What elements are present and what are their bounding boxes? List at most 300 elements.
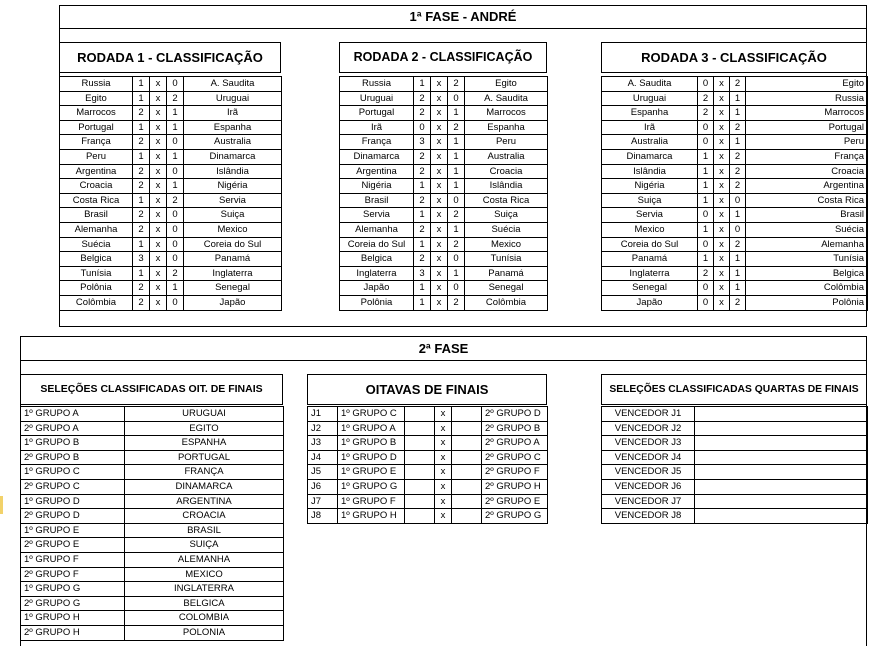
home-team-cell: Inglaterra bbox=[340, 266, 414, 281]
home-score-cell: 2 bbox=[133, 281, 150, 296]
match-row bbox=[602, 281, 868, 296]
home-score-cell: 1 bbox=[133, 77, 150, 92]
away-team-cell: Panamá bbox=[465, 266, 548, 281]
match-row bbox=[602, 77, 868, 92]
winner-label-cell: VENCEDOR J5 bbox=[602, 465, 695, 480]
home-score-cell: 1 bbox=[414, 281, 431, 296]
home-team-cell: Australia bbox=[602, 135, 698, 150]
group-position-cell: 1º GRUPO F bbox=[21, 552, 125, 567]
home-score-cell: 0 bbox=[698, 237, 714, 252]
versus-cell: x bbox=[714, 135, 730, 150]
home-team-cell: Argentina bbox=[60, 164, 133, 179]
match-row bbox=[602, 193, 868, 208]
versus-cell: x bbox=[714, 91, 730, 106]
match-row bbox=[60, 281, 282, 296]
match-row bbox=[60, 252, 282, 267]
home-slot-cell: 1º GRUPO A bbox=[338, 421, 405, 436]
away-score-cell: 0 bbox=[167, 164, 184, 179]
away-score-cell: 0 bbox=[448, 252, 465, 267]
group-position-cell: 2º GRUPO G bbox=[21, 596, 125, 611]
fase1-title: 1ª FASE - ANDRÉ bbox=[59, 5, 867, 29]
away-team-cell: Islândia bbox=[184, 164, 282, 179]
oitavas-row bbox=[308, 450, 548, 465]
home-score-cell: 2 bbox=[698, 91, 714, 106]
away-team-cell: Japão bbox=[184, 295, 282, 310]
rodada1-title: RODADA 1 - CLASSIFICAÇÃO bbox=[77, 50, 263, 65]
versus-cell: x bbox=[431, 208, 448, 223]
away-team-cell: Marrocos bbox=[746, 106, 868, 121]
rodada2-table bbox=[339, 76, 548, 311]
away-team-cell: Portugal bbox=[746, 120, 868, 135]
match-row bbox=[60, 266, 282, 281]
versus-cell: x bbox=[150, 295, 167, 310]
away-score-cell bbox=[452, 436, 482, 451]
match-row bbox=[340, 164, 548, 179]
away-team-cell: Russia bbox=[746, 91, 868, 106]
home-score-cell: 1 bbox=[414, 179, 431, 194]
versus-cell: x bbox=[714, 266, 730, 281]
away-score-cell: 1 bbox=[167, 281, 184, 296]
match-row bbox=[602, 252, 868, 267]
versus-cell: x bbox=[150, 193, 167, 208]
quartas-row bbox=[602, 465, 868, 480]
versus-cell: x bbox=[431, 120, 448, 135]
match-row bbox=[602, 149, 868, 164]
home-team-cell: Servia bbox=[602, 208, 698, 223]
home-team-cell: França bbox=[60, 135, 133, 150]
away-slot-cell: 2º GRUPO E bbox=[482, 494, 548, 509]
versus-cell: x bbox=[431, 179, 448, 194]
home-score-cell: 1 bbox=[698, 193, 714, 208]
team-cell: COLOMBIA bbox=[125, 611, 284, 626]
home-score-cell: 1 bbox=[414, 237, 431, 252]
home-score-cell: 0 bbox=[698, 135, 714, 150]
classified-row bbox=[21, 582, 284, 597]
away-team-cell: Nigéria bbox=[184, 179, 282, 194]
home-score-cell: 1 bbox=[133, 91, 150, 106]
away-score-cell: 1 bbox=[730, 135, 746, 150]
home-score-cell bbox=[405, 494, 435, 509]
away-score-cell bbox=[452, 509, 482, 524]
game-id-cell: J1 bbox=[308, 407, 338, 422]
quartas-table bbox=[601, 406, 868, 524]
home-score-cell: 0 bbox=[698, 208, 714, 223]
classified-row bbox=[21, 567, 284, 582]
home-score-cell bbox=[405, 479, 435, 494]
away-team-cell: Senegal bbox=[465, 281, 548, 296]
match-row bbox=[60, 193, 282, 208]
match-row bbox=[340, 281, 548, 296]
away-score-cell: 2 bbox=[167, 91, 184, 106]
away-score-cell: 1 bbox=[167, 106, 184, 121]
away-score-cell: 2 bbox=[448, 120, 465, 135]
versus-cell: x bbox=[714, 149, 730, 164]
versus-cell: x bbox=[435, 436, 452, 451]
home-team-cell: Russia bbox=[340, 77, 414, 92]
home-team-cell: Coreia do Sul bbox=[340, 237, 414, 252]
home-team-cell: A. Saudita bbox=[602, 77, 698, 92]
winner-team-cell bbox=[695, 436, 868, 451]
away-team-cell: Islândia bbox=[465, 179, 548, 194]
versus-cell: x bbox=[150, 237, 167, 252]
versus-cell: x bbox=[714, 295, 730, 310]
away-team-cell: Coreia do Sul bbox=[184, 237, 282, 252]
team-cell: INGLATERRA bbox=[125, 582, 284, 597]
group-position-cell: 2º GRUPO C bbox=[21, 479, 125, 494]
home-slot-cell: 1º GRUPO B bbox=[338, 436, 405, 451]
home-team-cell: Nigéria bbox=[602, 179, 698, 194]
away-team-cell: Egito bbox=[465, 77, 548, 92]
away-team-cell: Panamá bbox=[184, 252, 282, 267]
game-id-cell: J5 bbox=[308, 465, 338, 480]
match-row bbox=[340, 91, 548, 106]
home-team-cell: Coreia do Sul bbox=[602, 237, 698, 252]
versus-cell: x bbox=[714, 193, 730, 208]
versus-cell: x bbox=[714, 77, 730, 92]
away-score-cell: 2 bbox=[730, 237, 746, 252]
classified-row bbox=[21, 465, 284, 480]
versus-cell: x bbox=[150, 179, 167, 194]
versus-cell: x bbox=[435, 479, 452, 494]
away-score-cell bbox=[452, 421, 482, 436]
home-team-cell: Dinamarca bbox=[602, 149, 698, 164]
match-row bbox=[60, 179, 282, 194]
versus-cell: x bbox=[714, 281, 730, 296]
team-cell: EGITO bbox=[125, 421, 284, 436]
away-team-cell: Alemanha bbox=[746, 237, 868, 252]
away-team-cell: Colômbia bbox=[465, 295, 548, 310]
versus-cell: x bbox=[435, 494, 452, 509]
home-team-cell: Belgica bbox=[60, 252, 133, 267]
oitavas-title: OITAVAS DE FINAIS bbox=[365, 382, 489, 397]
home-team-cell: Alemanha bbox=[60, 222, 133, 237]
home-score-cell: 2 bbox=[698, 266, 714, 281]
home-team-cell: Suécia bbox=[60, 237, 133, 252]
home-slot-cell: 1º GRUPO E bbox=[338, 465, 405, 480]
oitavas-row bbox=[308, 465, 548, 480]
match-row bbox=[340, 208, 548, 223]
away-score-cell: 2 bbox=[730, 295, 746, 310]
home-score-cell: 2 bbox=[414, 149, 431, 164]
versus-cell: x bbox=[431, 237, 448, 252]
away-team-cell: Costa Rica bbox=[746, 193, 868, 208]
match-row bbox=[602, 135, 868, 150]
versus-cell: x bbox=[431, 91, 448, 106]
home-team-cell: Croacia bbox=[60, 179, 133, 194]
group-position-cell: 2º GRUPO A bbox=[21, 421, 125, 436]
away-team-cell: Servia bbox=[184, 193, 282, 208]
home-score-cell: 1 bbox=[414, 77, 431, 92]
match-row bbox=[602, 91, 868, 106]
versus-cell: x bbox=[431, 266, 448, 281]
match-row bbox=[602, 164, 868, 179]
versus-cell: x bbox=[435, 407, 452, 422]
home-team-cell: Costa Rica bbox=[60, 193, 133, 208]
home-score-cell: 0 bbox=[698, 295, 714, 310]
group-position-cell: 1º GRUPO D bbox=[21, 494, 125, 509]
home-score-cell: 2 bbox=[414, 106, 431, 121]
away-team-cell: Australia bbox=[465, 149, 548, 164]
away-score-cell: 0 bbox=[730, 222, 746, 237]
match-row bbox=[602, 106, 868, 121]
away-score-cell: 0 bbox=[730, 193, 746, 208]
away-score-cell: 0 bbox=[167, 77, 184, 92]
away-score-cell: 1 bbox=[448, 266, 465, 281]
home-score-cell: 2 bbox=[133, 179, 150, 194]
away-team-cell: Inglaterra bbox=[184, 266, 282, 281]
away-score-cell: 1 bbox=[448, 149, 465, 164]
away-team-cell: Espanha bbox=[184, 120, 282, 135]
home-score-cell: 2 bbox=[133, 222, 150, 237]
match-row bbox=[340, 179, 548, 194]
rodada3-title: RODADA 3 - CLASSIFICAÇÃO bbox=[641, 50, 827, 65]
home-slot-cell: 1º GRUPO G bbox=[338, 479, 405, 494]
versus-cell: x bbox=[150, 252, 167, 267]
away-score-cell bbox=[452, 465, 482, 480]
home-score-cell: 0 bbox=[414, 120, 431, 135]
match-row bbox=[340, 222, 548, 237]
team-cell: POLONIA bbox=[125, 625, 284, 640]
versus-cell: x bbox=[714, 164, 730, 179]
away-team-cell: Argentina bbox=[746, 179, 868, 194]
home-team-cell: Espanha bbox=[602, 106, 698, 121]
away-score-cell: 2 bbox=[730, 120, 746, 135]
classified-row bbox=[21, 538, 284, 553]
match-row bbox=[60, 164, 282, 179]
match-row bbox=[340, 77, 548, 92]
away-slot-cell: 2º GRUPO H bbox=[482, 479, 548, 494]
team-cell: MEXICO bbox=[125, 567, 284, 582]
away-score-cell: 1 bbox=[448, 135, 465, 150]
classified-row bbox=[21, 450, 284, 465]
winner-team-cell bbox=[695, 421, 868, 436]
versus-cell: x bbox=[431, 193, 448, 208]
quartas-row bbox=[602, 436, 868, 451]
group-position-cell: 2º GRUPO B bbox=[21, 450, 125, 465]
away-score-cell: 0 bbox=[448, 193, 465, 208]
away-team-cell: Uruguai bbox=[184, 91, 282, 106]
versus-cell: x bbox=[150, 222, 167, 237]
away-score-cell bbox=[452, 407, 482, 422]
away-score-cell: 1 bbox=[167, 149, 184, 164]
away-team-cell: Suécia bbox=[746, 222, 868, 237]
away-slot-cell: 2º GRUPO G bbox=[482, 509, 548, 524]
versus-cell: x bbox=[150, 106, 167, 121]
oitavas-row bbox=[308, 436, 548, 451]
classificadas-title: SELEÇÕES CLASSIFICADAS OIT. DE FINAIS bbox=[40, 383, 263, 395]
home-team-cell: Argentina bbox=[340, 164, 414, 179]
winner-team-cell bbox=[695, 494, 868, 509]
versus-cell: x bbox=[150, 135, 167, 150]
classified-row bbox=[21, 436, 284, 451]
group-position-cell: 2º GRUPO H bbox=[21, 625, 125, 640]
away-team-cell: A. Saudita bbox=[184, 77, 282, 92]
rodada1-table bbox=[59, 76, 282, 311]
versus-cell: x bbox=[431, 295, 448, 310]
away-team-cell: Dinamarca bbox=[184, 149, 282, 164]
home-team-cell: Irã bbox=[340, 120, 414, 135]
versus-cell: x bbox=[435, 509, 452, 524]
home-team-cell: Brasil bbox=[340, 193, 414, 208]
team-cell: SUIÇA bbox=[125, 538, 284, 553]
match-row bbox=[602, 208, 868, 223]
group-position-cell: 2º GRUPO D bbox=[21, 509, 125, 524]
group-position-cell: 1º GRUPO B bbox=[21, 436, 125, 451]
away-score-cell: 1 bbox=[167, 179, 184, 194]
home-score-cell bbox=[405, 407, 435, 422]
versus-cell: x bbox=[714, 120, 730, 135]
home-score-cell: 2 bbox=[414, 252, 431, 267]
away-score-cell: 2 bbox=[448, 208, 465, 223]
group-position-cell: 1º GRUPO G bbox=[21, 582, 125, 597]
away-score-cell: 1 bbox=[167, 120, 184, 135]
away-score-cell: 0 bbox=[167, 252, 184, 267]
team-cell: ESPANHA bbox=[125, 436, 284, 451]
match-row bbox=[602, 266, 868, 281]
home-score-cell: 1 bbox=[133, 120, 150, 135]
team-cell: ARGENTINA bbox=[125, 494, 284, 509]
versus-cell: x bbox=[431, 149, 448, 164]
match-row bbox=[60, 106, 282, 121]
home-score-cell: 1 bbox=[698, 164, 714, 179]
away-team-cell: Croacia bbox=[746, 164, 868, 179]
home-team-cell: Senegal bbox=[602, 281, 698, 296]
winner-team-cell bbox=[695, 407, 868, 422]
home-team-cell: Japão bbox=[340, 281, 414, 296]
winner-team-cell bbox=[695, 479, 868, 494]
versus-cell: x bbox=[150, 266, 167, 281]
rodada3-table bbox=[601, 76, 868, 311]
versus-cell: x bbox=[714, 208, 730, 223]
rodada2-title: RODADA 2 - CLASSIFICAÇÃO bbox=[353, 50, 533, 64]
away-slot-cell: 2º GRUPO B bbox=[482, 421, 548, 436]
away-score-cell: 1 bbox=[730, 208, 746, 223]
away-score-cell: 1 bbox=[730, 266, 746, 281]
match-row bbox=[60, 149, 282, 164]
game-id-cell: J8 bbox=[308, 509, 338, 524]
home-score-cell: 2 bbox=[133, 208, 150, 223]
home-team-cell: Tunísia bbox=[60, 266, 133, 281]
oitavas-row bbox=[308, 407, 548, 422]
home-team-cell: Belgica bbox=[340, 252, 414, 267]
classified-row bbox=[21, 596, 284, 611]
home-team-cell: Uruguai bbox=[340, 91, 414, 106]
versus-cell: x bbox=[431, 77, 448, 92]
match-row bbox=[602, 295, 868, 310]
quartas-row bbox=[602, 407, 868, 422]
home-slot-cell: 1º GRUPO H bbox=[338, 509, 405, 524]
away-score-cell: 1 bbox=[448, 179, 465, 194]
versus-cell: x bbox=[431, 135, 448, 150]
versus-cell: x bbox=[714, 237, 730, 252]
away-score-cell: 1 bbox=[448, 106, 465, 121]
quartas-title: SELEÇÕES CLASSIFICADAS QUARTAS DE FINAIS bbox=[609, 384, 859, 395]
team-cell: FRANÇA bbox=[125, 465, 284, 480]
away-score-cell: 1 bbox=[448, 222, 465, 237]
versus-cell: x bbox=[431, 164, 448, 179]
team-cell: BELGICA bbox=[125, 596, 284, 611]
game-id-cell: J2 bbox=[308, 421, 338, 436]
match-row bbox=[60, 91, 282, 106]
away-team-cell: Colômbia bbox=[746, 281, 868, 296]
versus-cell: x bbox=[150, 281, 167, 296]
away-score-cell: 2 bbox=[448, 237, 465, 252]
winner-label-cell: VENCEDOR J8 bbox=[602, 509, 695, 524]
match-row bbox=[602, 120, 868, 135]
versus-cell: x bbox=[150, 149, 167, 164]
home-slot-cell: 1º GRUPO D bbox=[338, 450, 405, 465]
home-score-cell: 1 bbox=[698, 179, 714, 194]
home-team-cell: Nigéria bbox=[340, 179, 414, 194]
home-score-cell: 1 bbox=[133, 193, 150, 208]
away-score-cell: 1 bbox=[730, 106, 746, 121]
away-team-cell: Tunísia bbox=[465, 252, 548, 267]
versus-cell: x bbox=[431, 222, 448, 237]
match-row bbox=[60, 237, 282, 252]
home-score-cell: 1 bbox=[414, 295, 431, 310]
match-row bbox=[340, 295, 548, 310]
away-slot-cell: 2º GRUPO C bbox=[482, 450, 548, 465]
home-team-cell: Suiça bbox=[602, 193, 698, 208]
home-score-cell: 0 bbox=[698, 77, 714, 92]
group-position-cell: 1º GRUPO A bbox=[21, 407, 125, 422]
away-score-cell: 2 bbox=[167, 193, 184, 208]
classified-row bbox=[21, 552, 284, 567]
game-id-cell: J7 bbox=[308, 494, 338, 509]
team-cell: DINAMARCA bbox=[125, 479, 284, 494]
home-score-cell: 2 bbox=[133, 135, 150, 150]
away-score-cell bbox=[452, 479, 482, 494]
group-position-cell: 1º GRUPO H bbox=[21, 611, 125, 626]
match-row bbox=[340, 120, 548, 135]
match-row bbox=[60, 222, 282, 237]
versus-cell: x bbox=[150, 164, 167, 179]
home-score-cell: 2 bbox=[133, 164, 150, 179]
away-team-cell: Mexico bbox=[465, 237, 548, 252]
home-score-cell: 0 bbox=[698, 120, 714, 135]
quartas-row bbox=[602, 494, 868, 509]
versus-cell: x bbox=[435, 421, 452, 436]
home-team-cell: Servia bbox=[340, 208, 414, 223]
away-score-cell: 2 bbox=[730, 179, 746, 194]
away-team-cell: Egito bbox=[746, 77, 868, 92]
home-team-cell: Panamá bbox=[602, 252, 698, 267]
home-score-cell: 0 bbox=[698, 281, 714, 296]
away-slot-cell: 2º GRUPO F bbox=[482, 465, 548, 480]
away-score-cell bbox=[452, 450, 482, 465]
away-slot-cell: 2º GRUPO D bbox=[482, 407, 548, 422]
home-team-cell: Russia bbox=[60, 77, 133, 92]
away-score-cell: 0 bbox=[448, 91, 465, 106]
home-score-cell: 3 bbox=[133, 252, 150, 267]
home-score-cell: 1 bbox=[414, 208, 431, 223]
oitavas-row bbox=[308, 421, 548, 436]
away-team-cell: Peru bbox=[465, 135, 548, 150]
winner-team-cell bbox=[695, 465, 868, 480]
quartas-row bbox=[602, 509, 868, 524]
winner-label-cell: VENCEDOR J3 bbox=[602, 436, 695, 451]
match-row bbox=[60, 208, 282, 223]
away-team-cell: Suiça bbox=[465, 208, 548, 223]
home-score-cell: 3 bbox=[414, 266, 431, 281]
home-team-cell: Mexico bbox=[602, 222, 698, 237]
classified-row bbox=[21, 509, 284, 524]
home-slot-cell: 1º GRUPO C bbox=[338, 407, 405, 422]
away-team-cell: Espanha bbox=[465, 120, 548, 135]
away-score-cell: 0 bbox=[167, 295, 184, 310]
group-position-cell: 1º GRUPO C bbox=[21, 465, 125, 480]
quartas-row bbox=[602, 479, 868, 494]
